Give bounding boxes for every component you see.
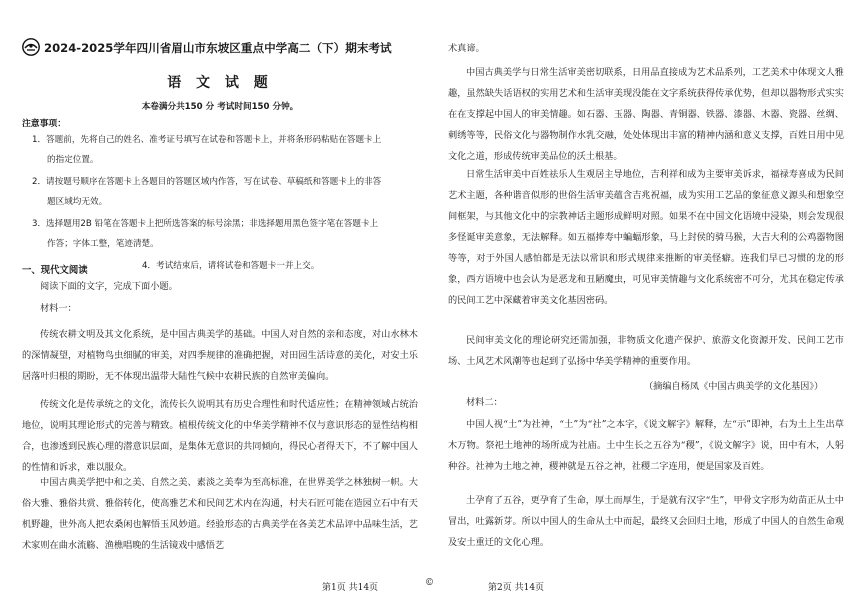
- page-number-right: 第2页 共14页: [488, 583, 545, 593]
- notice-heading: 注意事项：: [22, 119, 66, 129]
- paragraph: 中国人视“土”为社神，“土”为“社”之本字，《说文解字》解释，左“示”即神，右为土上生出草木万物。祭祀土地神的场所成为社庙。土中生长之五谷为“稷”，《说文解字》说，田中有木，人躬种谷。社神为土地之神，稷神就是五谷之神，社稷二字连用，便是国家及百姓。: [448, 419, 844, 472]
- score-line: 本卷满分共150 分 考试时间150 分钟。: [141, 102, 299, 112]
- paragraph: 中国古典美学把中和之美、自然之美、素淡之美奉为至高标准，在世界美学之林独树一帜。大俗大雅、雅俗共赏、雅俗转化，使高雅艺术和民间艺术内在沟通，村夫石匠可能在造园立石中有天机野趣，世外高人把农桑闲也解悟玉风妙道。经验形态的古典美学在各美艺术品评中品味生活，艺术家则在曲水流觞、渔樵唱晚的生活镜戏中感悟艺: [22, 477, 418, 551]
- paragraph: 中国古典美学与日常生活审美密切联系，日用品直接成为艺术品系列，工艺美术中体现文人雅趣，虽然缺失话语权的实用艺术和生活审美现没能在文字系统获得传承优势，但却以器物形式实实在在支撑起中国人的审美情趣。如石器、玉器、陶器、青铜器、铁器、漆器、木器、瓷器、丝绸、刺绣等等，民俗文化与器物制作水乳交融，处处体现出丰富的精神内涵和意义支撑，百姓日用中见文化之道，形成传统审美品位的沃土根基。: [448, 67, 844, 162]
- subject-title: 语 文 试 题: [167, 75, 273, 91]
- material-label: 材料一：: [40, 303, 77, 314]
- page-number-left: 第1页 共14页: [322, 583, 379, 593]
- instruction: 阅读下面的文字，完成下面小题。: [40, 281, 178, 292]
- paragraph: 日常生活审美中百姓祛乐人生观居主导地位，吉利祥和成为主要审美诉求，福禄寿喜成为民间艺术主题，各种谐音似形的世俗生活审美蕴含吉兆祝福，成为实用工艺品的象征意义源头和想象空间框架，与其他文化中的宗教神话主题形成鲜明对照。如果不在中国文化语境中浸染，则会发现很多怪诞审美意象，无法解释。如五福捧寿中蝙蝠形象，马上封侯的骑马猴，大吉大利的公鸡器物图等等，对于外国人感怕都是无法以常识和形式规律来推断的审美怪癖。连我们早已习惯的龙的形象，西方语境中也会认为是恶龙和丑陋魔虫，可见审美情趣与文化系统密不可分，尤其在稳定传承的民间工艺中深藏着审美文化基因密码。: [448, 169, 844, 306]
- notice-item: 2．请按题号顺序在答题卡上各题目的答题区域内作答，写在试卷、草稿纸和答题卡上的非答: [32, 177, 382, 187]
- material-label: 材料二：: [466, 397, 503, 408]
- paragraph: 土孕育了五谷，更孕育了生命，厚土而厚生，于是就有汉字“生”，甲骨文字形为幼苗正从土中冒出，吐露新芽。所以中国人的生命从土中而起，最终又会回归土地，形成了中国人的自然生命观及安土重迁的文化心理。: [448, 495, 844, 548]
- notice-item: 的指定位置。: [47, 155, 99, 165]
- source-citation: （摘编自杨凤《中国古典美学的文化基因》）: [644, 381, 824, 392]
- notice-item: 题区域均无效。: [47, 197, 108, 207]
- paragraph: 传统文化是传承统之的文化，流传长久说明其有历史合理性和时代适应性；在精神领域占统治地位，说明其理论形式的完善与精致。植根传统文化的中华美学精神不仅与意识形态的显性结构相合，也渗透到民族心理的潜意识层面，是集体无意识的共同倾向，得民心者得天下，不了解中国人的性情和诉求，难以服众。: [22, 399, 418, 473]
- section-heading: 一、现代文阅读: [22, 265, 88, 276]
- notice-item: 3．选择题用2B 铅笔在答题卡上把所选答案的标号涂黑；非选择题用黑色签字笔在答题卡上: [32, 219, 379, 229]
- paragraph: 民间审美文化的理论研究还需加强，非物质文化遗产保护、旅游文化资源开发、民间工艺市场、土风艺术风潮等也起到了弘扬中华美学精神的重要作用。: [448, 335, 844, 367]
- paragraph: 术真谛。: [448, 43, 485, 54]
- copyright-mark: ©: [425, 578, 434, 588]
- notice-item: 作答；字体工整，笔迹清楚。: [47, 239, 159, 249]
- notice-item: 1．答题前，先将自己的姓名、准考证号填写在试卷和答题卡上，并将条形码粘贴在答题卡上: [32, 135, 382, 145]
- school-logo-icon: [22, 38, 40, 56]
- title-row: [22, 38, 432, 60]
- paragraph: 传统农耕文明及其文化系统，是中国古典美学的基础。中国人对自然的亲和态度，对山水林木的深情凝望，对植物鸟虫细腻的审美，对四季规律的准确把握，对田园生活诗意的美化，对安土乐居落叶归根的期盼，无不体现出温带大陆性气候中农耕民族的自然审美偏向。: [22, 329, 418, 382]
- exam-title: 2024-2025学年四川省眉山市东坡区重点中学高二（下）期末考试: [44, 41, 392, 55]
- notice-item: 4．考试结束后，请将试卷和答题卡一并上交。: [142, 261, 320, 271]
